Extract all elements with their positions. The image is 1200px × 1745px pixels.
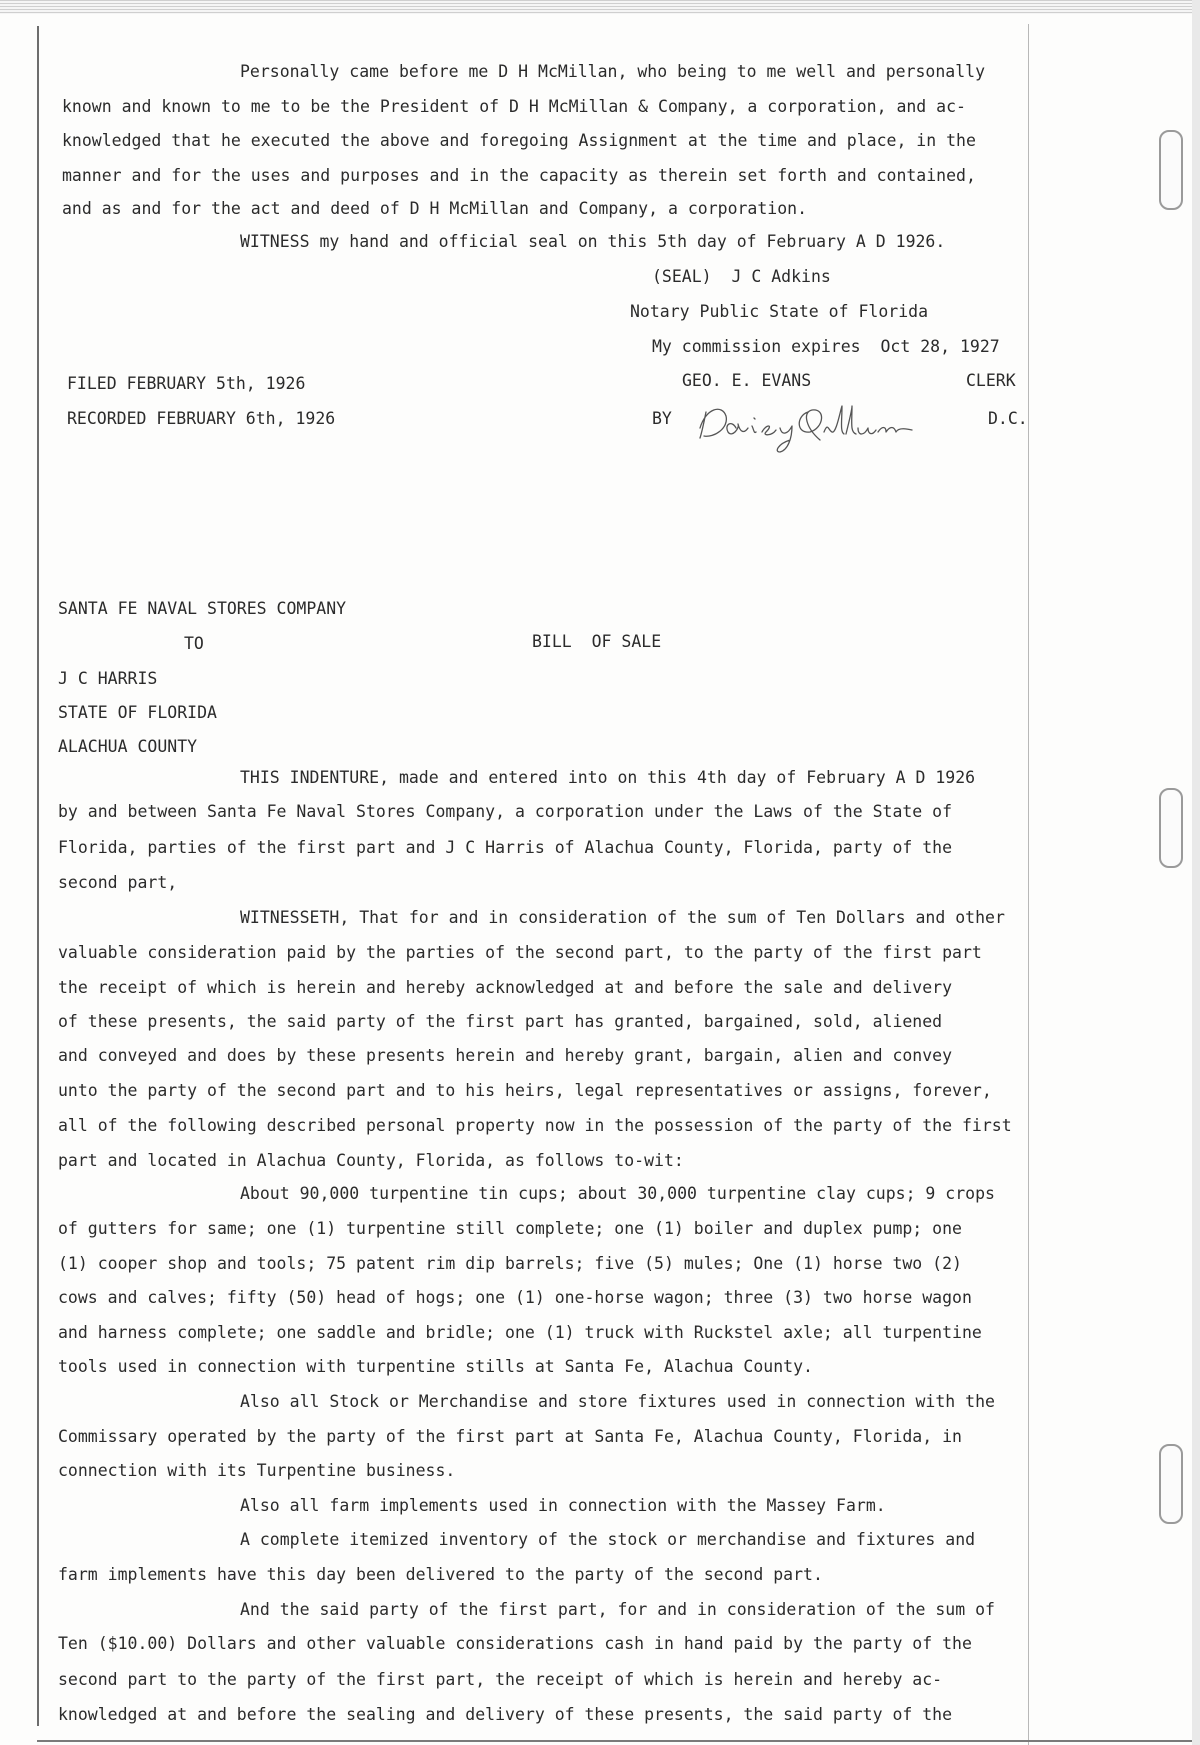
- acknowledgment-line-1: Personally came before me D H McMillan, who being to me well and personally: [240, 62, 986, 81]
- commission-expiry: My commission expires Oct 28, 1927: [652, 337, 1000, 356]
- clerk-name: GEO. E. EVANS: [682, 371, 812, 390]
- body-line-14: of gutters for same; one (1) turpentine still complete; one (1) boiler and duplex pump; one: [58, 1219, 962, 1238]
- grantee-name: J C HARRIS: [58, 669, 158, 688]
- body-line-13: About 90,000 turpentine tin cups; about 30,000 turpentine clay cups; 9 crops: [240, 1184, 995, 1203]
- clerk-title: CLERK: [966, 371, 1016, 390]
- body-line-20: Commissary operated by the party of the first part at Santa Fe, Alachua County, Florida, in: [58, 1427, 962, 1446]
- by-label: BY: [652, 409, 672, 428]
- body-line-10: unto the party of the second part and to his heirs, legal representatives or assigns, forever,: [58, 1081, 992, 1100]
- bill-of-sale-title: BILL OF SALE: [532, 632, 662, 651]
- witness-line: WITNESS my hand and official seal on this 5th day of February A D 1926.: [240, 232, 946, 251]
- grantor-name: SANTA FE NAVAL STORES COMPANY: [58, 599, 347, 618]
- filed-date: FILED FEBRUARY 5th, 1926: [67, 374, 306, 393]
- handwritten-signature: [692, 398, 942, 454]
- body-line-18: tools used in connection with turpentine stills at Santa Fe, Alachua County.: [58, 1357, 813, 1376]
- top-edge-rule: [0, 0, 1200, 14]
- body-line-17: and harness complete; one saddle and bridle; one (1) truck with Ruckstel axle; all turpentine: [58, 1323, 982, 1342]
- page-edge-shadow: [1192, 0, 1200, 1745]
- binder-hole-bottom: [1159, 1444, 1183, 1524]
- body-line-2: by and between Santa Fe Naval Stores Company, a corporation under the Laws of the State of: [58, 802, 953, 821]
- body-line-15: (1) cooper shop and tools; 75 patent rim dip barrels; five (5) mules; One (1) horse two (2): [58, 1254, 962, 1273]
- body-line-27: second part to the party of the first part, the receipt of which is herein and hereby ac-: [58, 1670, 943, 1689]
- acknowledgment-line-4: manner and for the uses and purposes and in the capacity as therein set forth and contained,: [62, 166, 976, 185]
- notary-title: Notary Public State of Florida: [630, 302, 929, 321]
- body-line-23: A complete itemized inventory of the stock or merchandise and fixtures and: [240, 1530, 976, 1549]
- seal-notary-name: (SEAL) J C Adkins: [652, 267, 831, 286]
- body-line-24: farm implements have this day been delivered to the party of the second part.: [58, 1565, 823, 1584]
- binder-hole-middle: [1159, 788, 1183, 868]
- body-line-19: Also all Stock or Merchandise and store fixtures used in connection with the: [240, 1392, 995, 1411]
- acknowledgment-line-5: and as and for the act and deed of D H McMillan and Company, a corporation.: [62, 199, 808, 218]
- body-line-7: the receipt of which is herein and hereby acknowledged at and before the sale and delivery: [58, 978, 953, 997]
- bottom-margin-rule: [37, 1740, 1200, 1742]
- state-line: STATE OF FLORIDA: [58, 703, 217, 722]
- deputy-clerk-label: D.C.: [988, 409, 1028, 428]
- body-line-5: WITNESSETH, That for and in consideration of the sum of Ten Dollars and other: [240, 908, 1005, 927]
- to-label: TO: [184, 634, 204, 653]
- body-line-3: Florida, parties of the first part and J C Harris of Alachua County, Florida, party of the: [58, 838, 953, 857]
- body-line-16: cows and calves; fifty (50) head of hogs; one (1) one-horse wagon; three (3) two horse wagon: [58, 1288, 972, 1307]
- acknowledgment-line-3: knowledged that he executed the above and foregoing Assignment at the time and place, in the: [62, 131, 976, 150]
- body-line-21: connection with its Turpentine business.: [58, 1461, 456, 1480]
- body-line-22: Also all farm implements used in connection with the Massey Farm.: [240, 1496, 886, 1515]
- body-line-8: of these presents, the said party of the first part has granted, bargained, sold, aliened: [58, 1012, 943, 1031]
- county-line: ALACHUA COUNTY: [58, 737, 198, 756]
- body-line-25: And the said party of the first part, for and in consideration of the sum of: [240, 1600, 995, 1619]
- body-line-9: and conveyed and does by these presents herein and hereby grant, bargain, alien and convey: [58, 1046, 953, 1065]
- body-line-4: second part,: [58, 873, 178, 892]
- recorded-date: RECORDED FEBRUARY 6th, 1926: [67, 409, 336, 428]
- right-margin-rule: [1028, 24, 1029, 1745]
- body-line-26: Ten ($10.00) Dollars and other valuable considerations cash in hand paid by the party of the: [58, 1634, 972, 1653]
- body-line-12: part and located in Alachua County, Florida, as follows to-wit:: [58, 1151, 684, 1170]
- left-margin-rule: [37, 26, 39, 1726]
- body-line-11: all of the following described personal property now in the possession of the party of the first: [58, 1116, 1012, 1135]
- body-line-28: knowledged at and before the sealing and delivery of these presents, the said party of the: [58, 1705, 953, 1724]
- body-line-6: valuable consideration paid by the parties of the second part, to the party of the first part: [58, 943, 982, 962]
- binder-hole-top: [1159, 130, 1183, 210]
- body-line-1: THIS INDENTURE, made and entered into on this 4th day of February A D 1926: [240, 768, 976, 787]
- acknowledgment-line-2: known and known to me to be the President of D H McMillan & Company, a corporation, and ac-: [62, 97, 966, 116]
